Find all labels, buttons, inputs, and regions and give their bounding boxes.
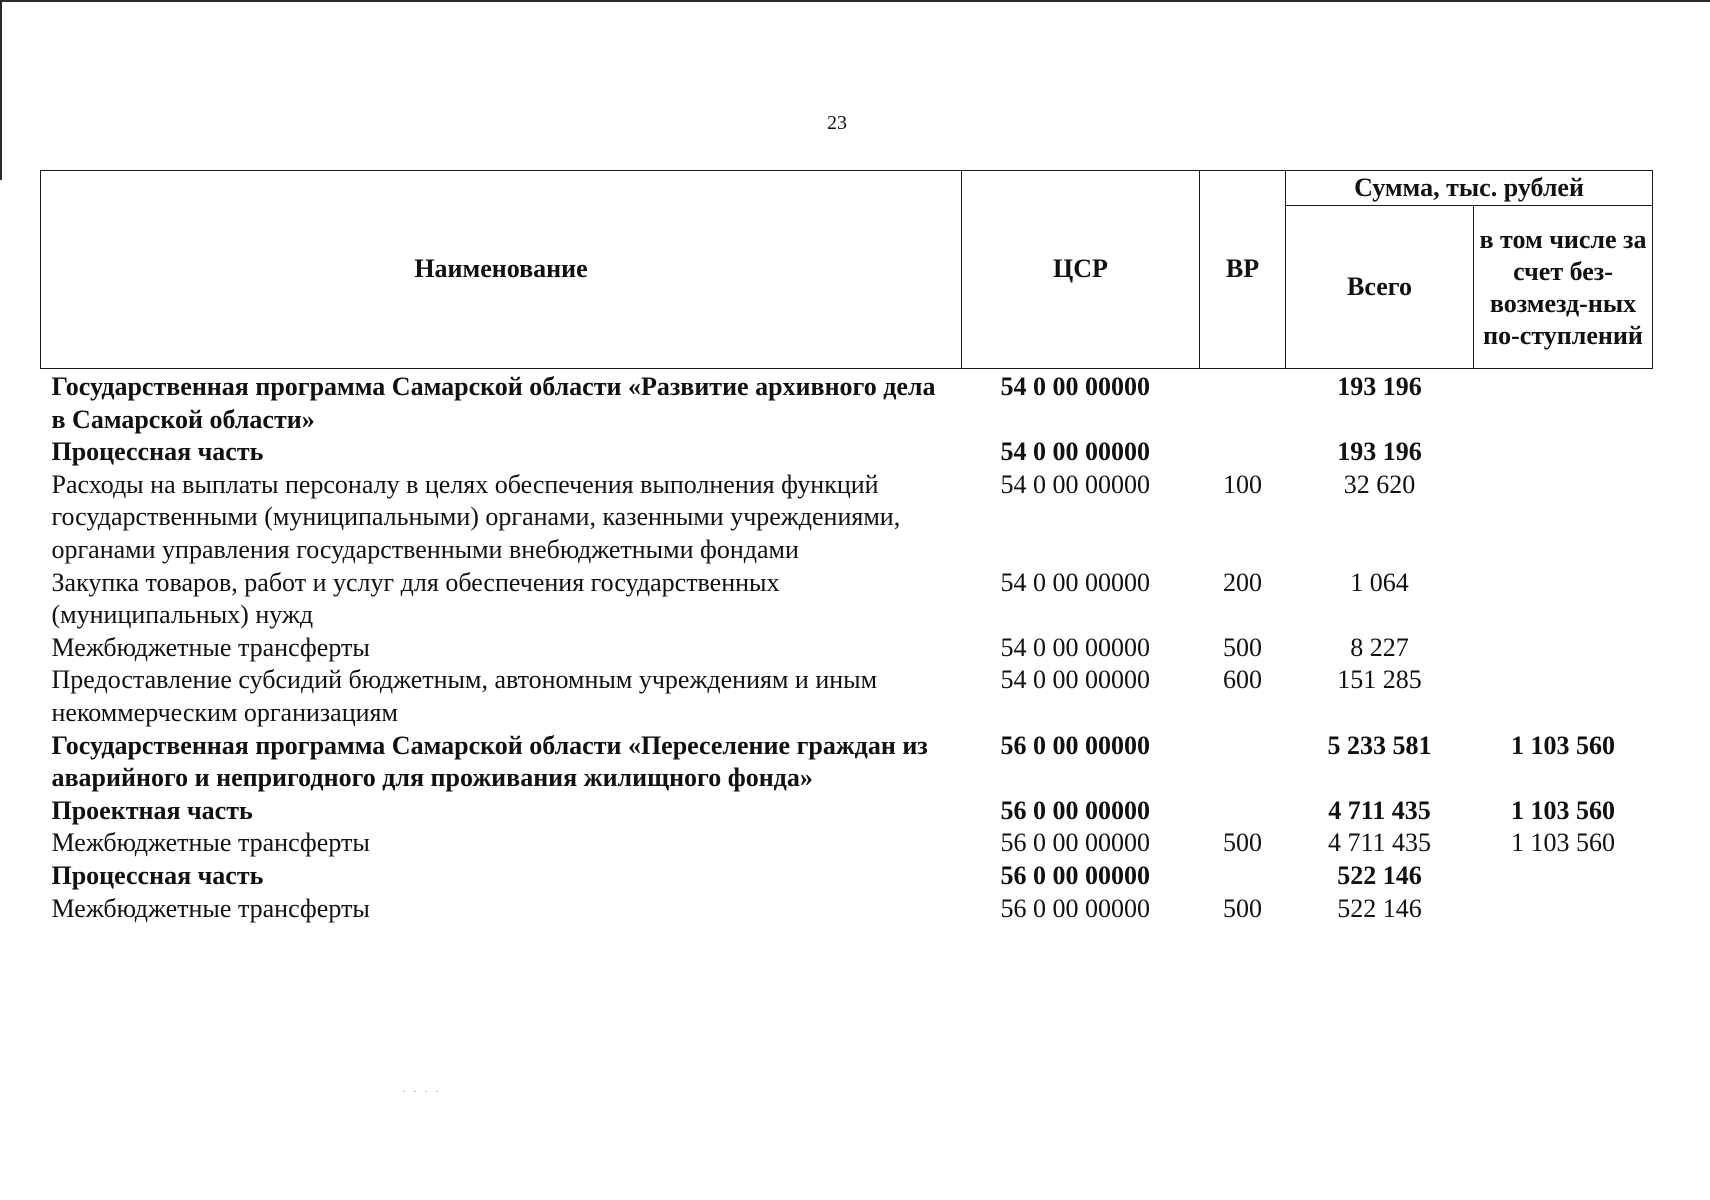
row-free-receipts: 1 103 560 [1511, 730, 1615, 760]
row-total: 4 711 435 [1327, 828, 1432, 858]
scan-speck: · · · · [402, 1084, 441, 1098]
row-csr: 56 0 00 00000 [1000, 828, 1150, 858]
budget-table [40, 170, 1653, 925]
row-csr: 54 0 00 00000 [1000, 567, 1150, 597]
table-row [41, 632, 1653, 665]
row-free-receipts [1474, 893, 1653, 926]
table-row [41, 827, 1653, 860]
row-name: Расходы на выплаты персоналу в целях обеспечения выполнения функций государственными (муниципальными) органами, казенными учреждениями, органами управления государственными внебюджетными фондами [51, 469, 901, 564]
row-csr: 54 0 00 00000 [1000, 372, 1150, 401]
row-name: Предоставление субсидий бюджетным, автономным учреждениям и иным некоммерческим организациям [51, 665, 878, 727]
row-total: 8 227 [1350, 632, 1409, 662]
row-free-receipts [1474, 469, 1653, 567]
header-free-receipts-text: в том числе за счет без-возмезд-ных по-ступлений [1479, 225, 1647, 350]
row-free-receipts [1474, 632, 1653, 665]
row-total: 151 285 [1337, 665, 1422, 695]
row-vr: 500 [1223, 632, 1262, 662]
header-vr: ВР [1200, 171, 1286, 369]
row-total: 522 146 [1337, 860, 1422, 890]
row-vr [1200, 730, 1286, 795]
row-free-receipts: 1 103 560 [1511, 828, 1615, 858]
row-free-receipts [1474, 567, 1653, 632]
row-vr [1200, 436, 1286, 469]
row-name: Межбюджетные трансферты [51, 828, 370, 858]
row-name: Процессная часть [51, 437, 264, 467]
row-csr: 56 0 00 00000 [1000, 893, 1150, 923]
row-csr: 54 0 00 00000 [1000, 469, 1150, 499]
row-name: Государственная программа Самарской области «Переселение граждан из аварийного и непригодного для проживания жилищного фонда» [51, 730, 928, 793]
table-row [41, 730, 1653, 795]
row-vr [1200, 860, 1286, 893]
row-free-receipts [1474, 369, 1653, 437]
table-row [41, 436, 1653, 469]
table-header [41, 171, 1653, 369]
row-vr: 600 [1223, 665, 1262, 695]
row-vr: 100 [1223, 469, 1262, 499]
row-name: Межбюджетные трансферты [51, 893, 370, 923]
row-name: Закупка товаров, работ и услуг для обеспечения государственных (муниципальных) нужд [51, 567, 780, 630]
table-row [41, 369, 1653, 437]
row-name: Проектная часть [51, 795, 253, 825]
row-vr: 500 [1223, 828, 1262, 858]
table-row [41, 795, 1653, 828]
table-body [41, 369, 1653, 926]
scan-edge-top [0, 0, 1710, 2]
row-free-receipts: 1 103 560 [1511, 795, 1615, 825]
row-total: 4 711 435 [1328, 795, 1431, 825]
header-csr: ЦСР [962, 171, 1200, 369]
table-row [41, 893, 1653, 926]
row-csr: 56 0 00 00000 [1000, 795, 1150, 825]
row-csr: 56 0 00 00000 [1000, 730, 1150, 760]
header-total: Всего [1286, 206, 1474, 369]
row-total: 193 196 [1337, 372, 1422, 401]
row-vr: 500 [1223, 893, 1262, 923]
row-name: Государственная программа Самарской области «Развитие архивного дела в Самарской области» [51, 372, 936, 434]
row-total: 32 620 [1343, 469, 1416, 499]
row-free-receipts [1474, 664, 1653, 729]
table-row [41, 567, 1653, 632]
row-vr [1200, 795, 1286, 828]
page-number: 23 [827, 112, 847, 134]
row-csr: 56 0 00 00000 [1000, 860, 1150, 890]
row-vr: 200 [1223, 567, 1262, 597]
table-row [41, 664, 1653, 729]
row-name: Межбюджетные трансферты [51, 632, 370, 662]
row-total: 1 064 [1350, 567, 1409, 597]
row-total: 5 233 581 [1327, 730, 1432, 760]
header-free-receipts [1474, 206, 1653, 369]
row-csr: 54 0 00 00000 [1000, 437, 1150, 467]
scan-edge-left [0, 0, 2, 180]
table-row [41, 469, 1653, 567]
row-total: 522 146 [1337, 893, 1422, 923]
row-total: 193 196 [1337, 437, 1422, 467]
row-free-receipts [1474, 436, 1653, 469]
row-csr: 54 0 00 00000 [1000, 665, 1150, 695]
table-row [41, 860, 1653, 893]
row-name: Процессная часть [51, 860, 264, 890]
row-free-receipts [1474, 860, 1653, 893]
header-sum-group: Сумма, тыс. рублей [1286, 171, 1653, 206]
header-name: Наименование [41, 171, 962, 369]
row-csr: 54 0 00 00000 [1000, 632, 1150, 662]
row-vr [1200, 369, 1286, 437]
